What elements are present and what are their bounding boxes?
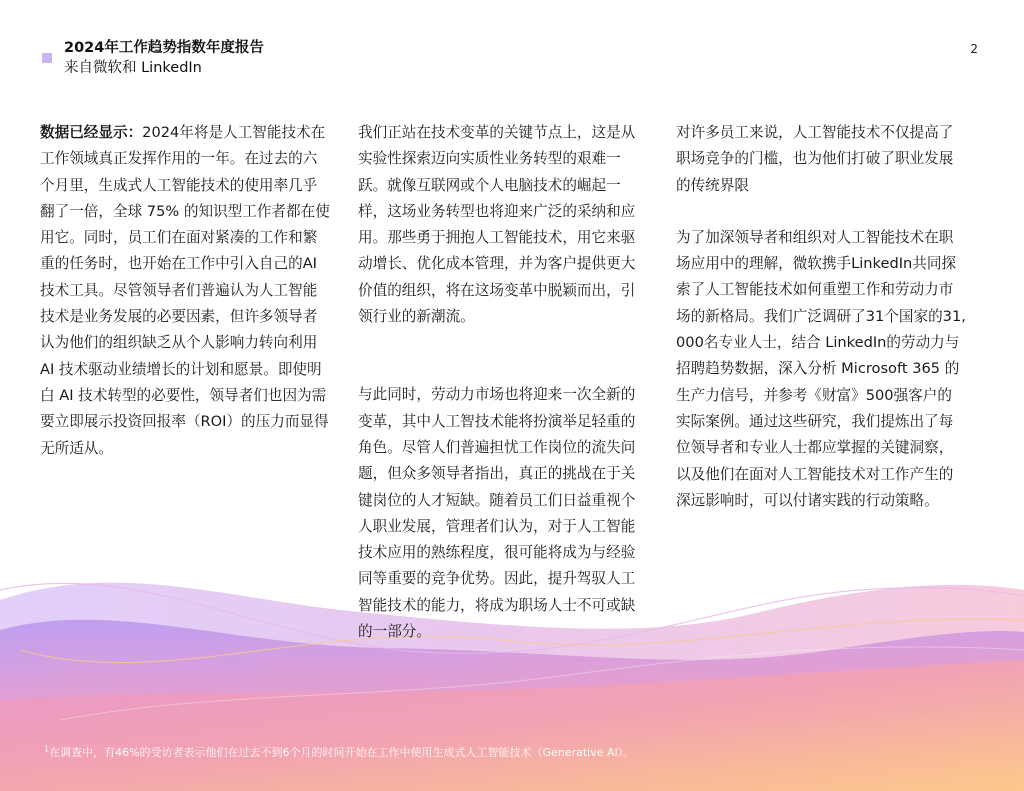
paragraph xyxy=(40,120,330,462)
paragraph: 对许多员工来说，人工智能技术不仅提高了职场竞争的门槛，也为他们打破了职业发展的传统界限 xyxy=(676,124,954,194)
report-subtitle: 来自微软和 LinkedIn xyxy=(64,60,202,76)
page-number: 2 xyxy=(970,42,978,56)
text-column-1 xyxy=(40,120,330,462)
footnote-text: 在调查中，有46%的受访者表示他们在过去不到6个月的时间开始在工作中使用生成式人工智能技术（Generative AI）。 xyxy=(49,746,635,759)
paragraph: 与此同时，劳动力市场也将迎来一次全新的变革，其中人工智技术能将扮演举足轻重的角色。尽管人们普遍担忧工作岗位的流失问题，但众多领导者指出，真正的挑战在于关键岗位的人才短缺。随着员工们日益重视个人职业发展，管理者们认为，对于人工智能技术应用的熟练程度，很可能将成为与经验同等重要的竞争优势。因此，提升驾驭人工智能技术的能力，将成为职场人士不可或缺的一部分。 xyxy=(358,386,636,641)
accent-square xyxy=(42,53,52,63)
paragraph: 我们正站在技术变革的关键节点上，这是从实验性探索迈向实质性业务转型的艰难一跃。就像互联网或个人电脑技术的崛起一样，这场业务转型也将迎来广泛的采纳和应用。那些勇于拥抱人工智能技术，用它来驱动增长、优化成本管理，并为客户提供更大价值的组织，将在这场变革中脱颖而出，引领行业的新潮流。 xyxy=(358,124,636,326)
report-title: 2024年工作趋势指数年度报告 xyxy=(64,40,264,56)
text-column-2 xyxy=(358,120,648,645)
footnote xyxy=(44,744,634,760)
paragraph-text: 2024年将是人工智能技术在工作领域真正发挥作用的一年。在过去的六个月里，生成式人工智能技术的使用率几乎翻了一倍，全球 75% 的知识型工作者都在使用它。同时，员工们在面对紧凑的工作和繁重的任务时，也开始在工作中引入自己的AI技术工具。尽管领导者们普遍认为人工智能技术是业务发展的必要因素，但许多领导者认为他们的组织缺乏从个人影响力转向利用 AI 技术驱动业绩增长的计划和愿景。即使明白 AI 技术转型的必要性，领导者们也因为需要立即展示投资回报率（ROI）的压力而显得无所适从。 xyxy=(40,124,330,457)
lead-phrase: 数据已经显示： xyxy=(40,124,143,141)
text-column-3 xyxy=(676,120,966,514)
footnote-marker: 1 xyxy=(44,744,50,754)
paragraph: 为了加深领导者和组织对人工智能技术在职场应用中的理解，微软携手LinkedIn共同探索了人工智能技术如何重塑工作和劳动力市场的新格局。我们广泛调研了31个国家的31,000名专业人士，结合 LinkedIn的劳动力与招聘趋势数据，深入分析 Microsoft 365 的生产力信号，并参考《财富》500强客户的实际案例。通过这些研究，我们提炼出了每位领导者和专业人士都应掌握的关键洞察，以及他们在面对人工智能技术对工作产生的深远影响时，可以付诸实践的行动策略。 xyxy=(676,228,966,509)
